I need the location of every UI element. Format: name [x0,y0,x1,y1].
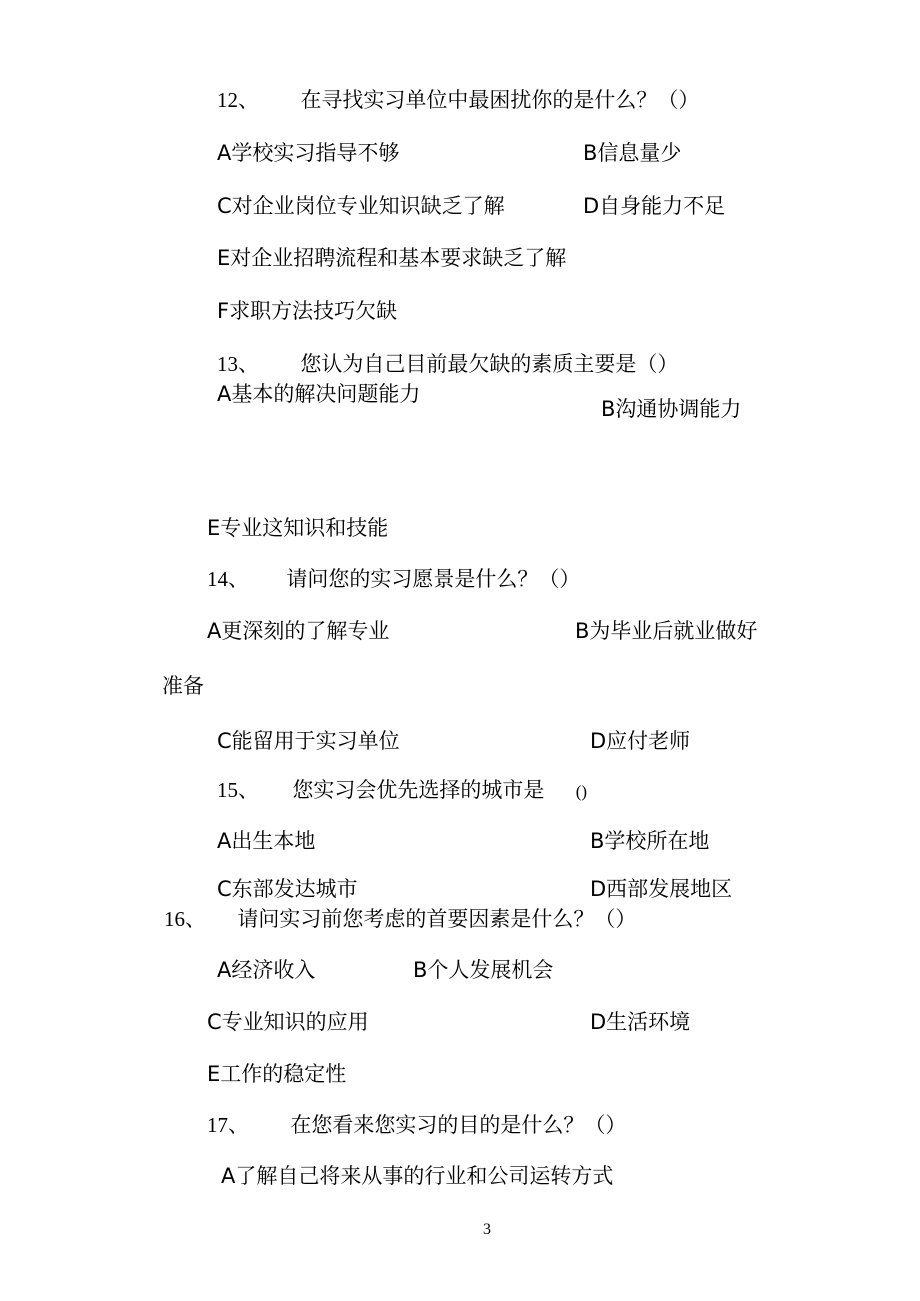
question-16 [164,906,636,932]
option-b: B信息量少 [583,141,682,165]
option-c: C对企业岗位专业知识缺乏了解 [217,194,505,218]
question-14 [207,566,580,592]
option-b: B沟通协调能力 [601,397,742,421]
question-15 [217,777,587,805]
answer-parentheses: () [575,782,588,801]
question-text: 您认为自己目前最欠缺的素质主要是（） [300,352,679,376]
option-a: A了解自己将来从事的行业和公司运转方式 [221,1164,614,1188]
page-number: 3 [483,1221,491,1238]
option-b: B学校所在地 [590,829,710,853]
question-13 [217,351,678,377]
option-b: B为毕业后就业做好 [575,619,758,643]
option-a: A基本的解决问题能力 [217,382,421,406]
question-text: 在您看来您实习的目的是什么？（） [290,1113,627,1137]
question-text: 请问您的实习愿景是什么？（） [286,567,581,591]
option-d: D西部发展地区 [590,877,733,901]
option-b-continuation: 准备 [162,674,204,698]
question-number: 15、 [217,778,259,802]
question-number: 16、 [164,907,206,931]
option-a: A出生本地 [217,829,316,853]
option-a: A学校实习指导不够 [217,141,400,165]
option-a: A更深刻的了解专业 [207,619,390,643]
option-d: D应付老师 [590,729,691,753]
option-b: B个人发展机会 [413,958,554,982]
question-text: 请问实习前您考虑的首要因素是什么？（） [237,907,637,931]
question-number: 13、 [217,352,259,376]
question-17 [207,1112,626,1138]
option-d: D生活环境 [590,1010,691,1034]
question-12 [217,87,699,113]
option-a: A经济收入 [217,958,316,982]
question-text: 在寻找实习单位中最困扰你的是什么？（） [300,88,700,112]
option-c: C东部发达城市 [217,877,358,901]
option-c: C能留用于实习单位 [217,729,400,753]
question-number: 12、 [217,88,259,112]
option-d: D自身能力不足 [583,194,726,218]
option-e: E工作的稳定性 [207,1062,347,1086]
option-e: E专业这知识和技能 [207,516,389,540]
option-f: F求职方法技巧欠缺 [217,299,398,323]
option-c: C专业知识的应用 [207,1010,369,1034]
option-e: E对企业招聘流程和基本要求缺乏了解 [217,246,567,270]
question-number: 14、 [207,567,249,591]
question-number: 17、 [207,1113,249,1137]
question-text: 您实习会优先选择的城市是 [292,778,545,802]
